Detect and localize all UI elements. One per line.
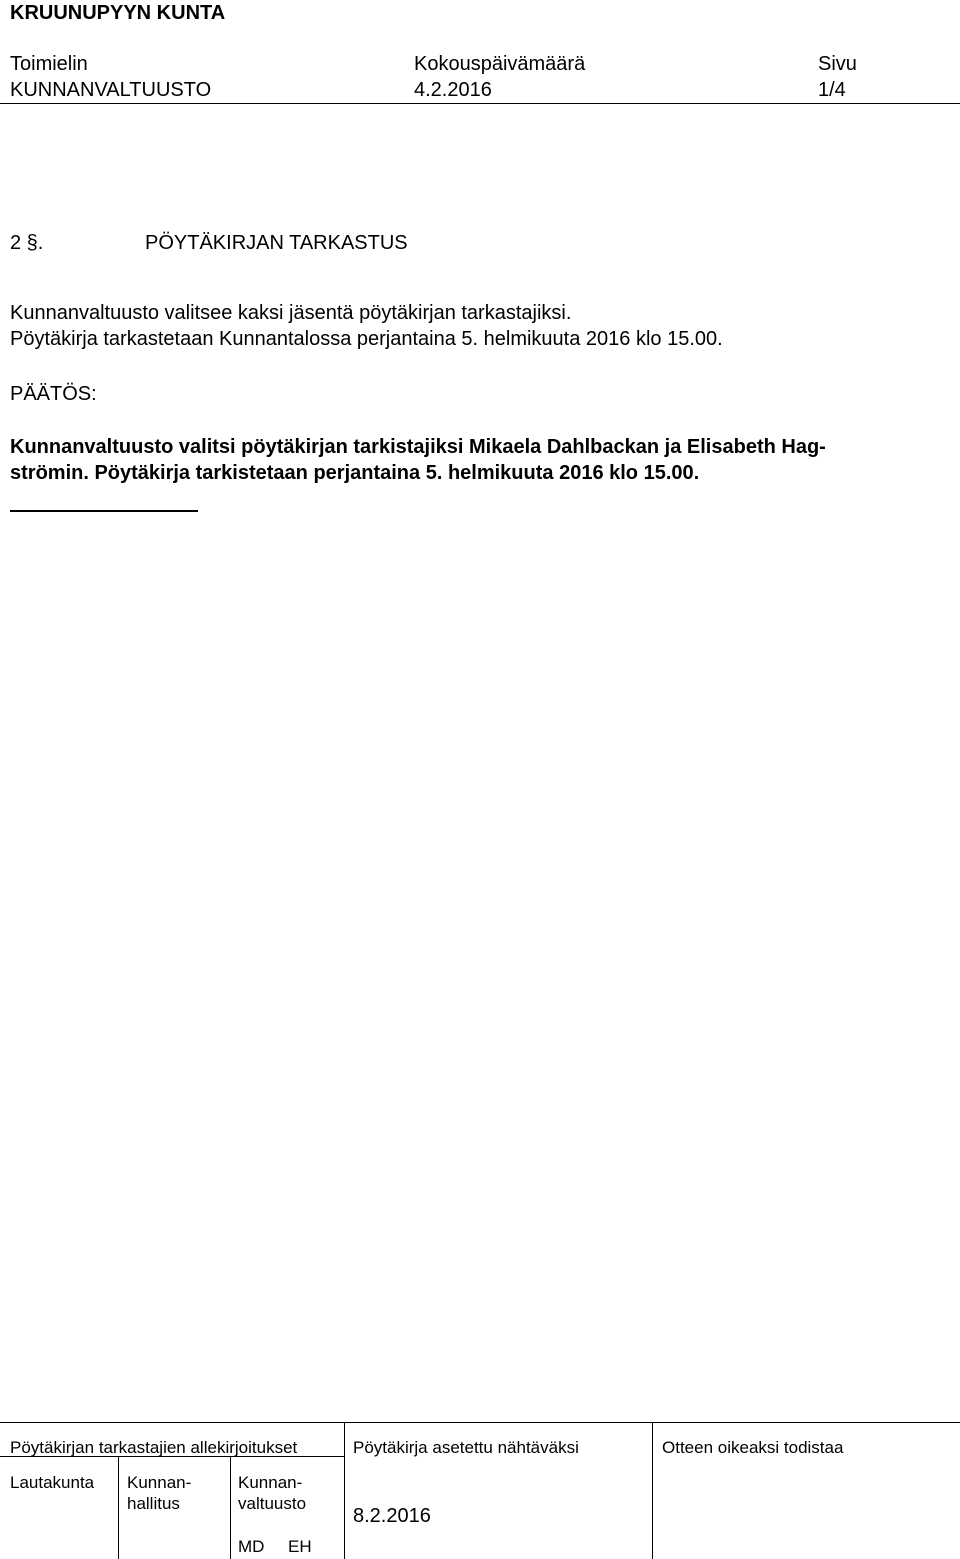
footer-divider	[652, 1423, 653, 1559]
municipal-board-label: hallitus	[127, 1494, 180, 1513]
body-label: Toimielin	[10, 53, 88, 75]
proposal-line: Kunnanvaltuusto valitsee kaksi jäsentä pöytäkirjan tarkastajiksi.	[10, 302, 572, 324]
decision-line: strömin. Pöytäkirja tarkistetaan perjantaina 5. helmikuuta 2016 klo 15.00.	[10, 462, 700, 484]
reviewer-initials: EH	[288, 1537, 312, 1556]
proposal-line: Pöytäkirja tarkastetaan Kunnantalossa perjantaina 5. helmikuuta 2016 klo 15.00.	[10, 328, 723, 350]
footer-divider	[230, 1456, 231, 1559]
decision-paragraph	[10, 434, 950, 486]
end-of-section-rule	[10, 510, 198, 512]
body-value: KUNNANVALTUUSTO	[10, 79, 212, 101]
header-divider	[0, 103, 960, 104]
decision-label: PÄÄTÖS:	[10, 383, 97, 405]
footer-divider	[118, 1456, 119, 1559]
proposal-paragraph	[10, 300, 723, 352]
section-number: 2 §.	[10, 232, 44, 254]
footer-divider	[344, 1423, 345, 1559]
posted-heading: Pöytäkirja asetettu nähtäväksi	[353, 1438, 579, 1457]
reviewer-initials: MD	[238, 1537, 265, 1556]
decision-line: Kunnanvaltuusto valitsi pöytäkirjan tarkistajiksi Mikaela Dahlbackan ja Elisabeth Hag-	[10, 436, 826, 458]
signature-footer	[0, 1422, 960, 1559]
section-title: PÖYTÄKIRJAN TARKASTUS	[145, 232, 408, 254]
council-label: valtuusto	[238, 1494, 307, 1513]
municipal-board-label: Kunnan-	[127, 1473, 192, 1492]
meeting-date-value: 4.2.2016	[414, 79, 492, 101]
council-label: Kunnan-	[238, 1473, 303, 1492]
board-label: Lautakunta	[10, 1473, 95, 1492]
page-label: Sivu	[818, 53, 857, 75]
organization-name: KRUUNUPYYN KUNTA	[10, 2, 226, 24]
posted-date: 8.2.2016	[353, 1505, 431, 1527]
meeting-date-label: Kokouspäivämäärä	[414, 53, 586, 75]
certified-heading: Otteen oikeaksi todistaa	[662, 1438, 844, 1457]
page-number: 1/4	[818, 79, 846, 101]
signatures-heading: Pöytäkirjan tarkastajien allekirjoitukset	[10, 1438, 298, 1457]
